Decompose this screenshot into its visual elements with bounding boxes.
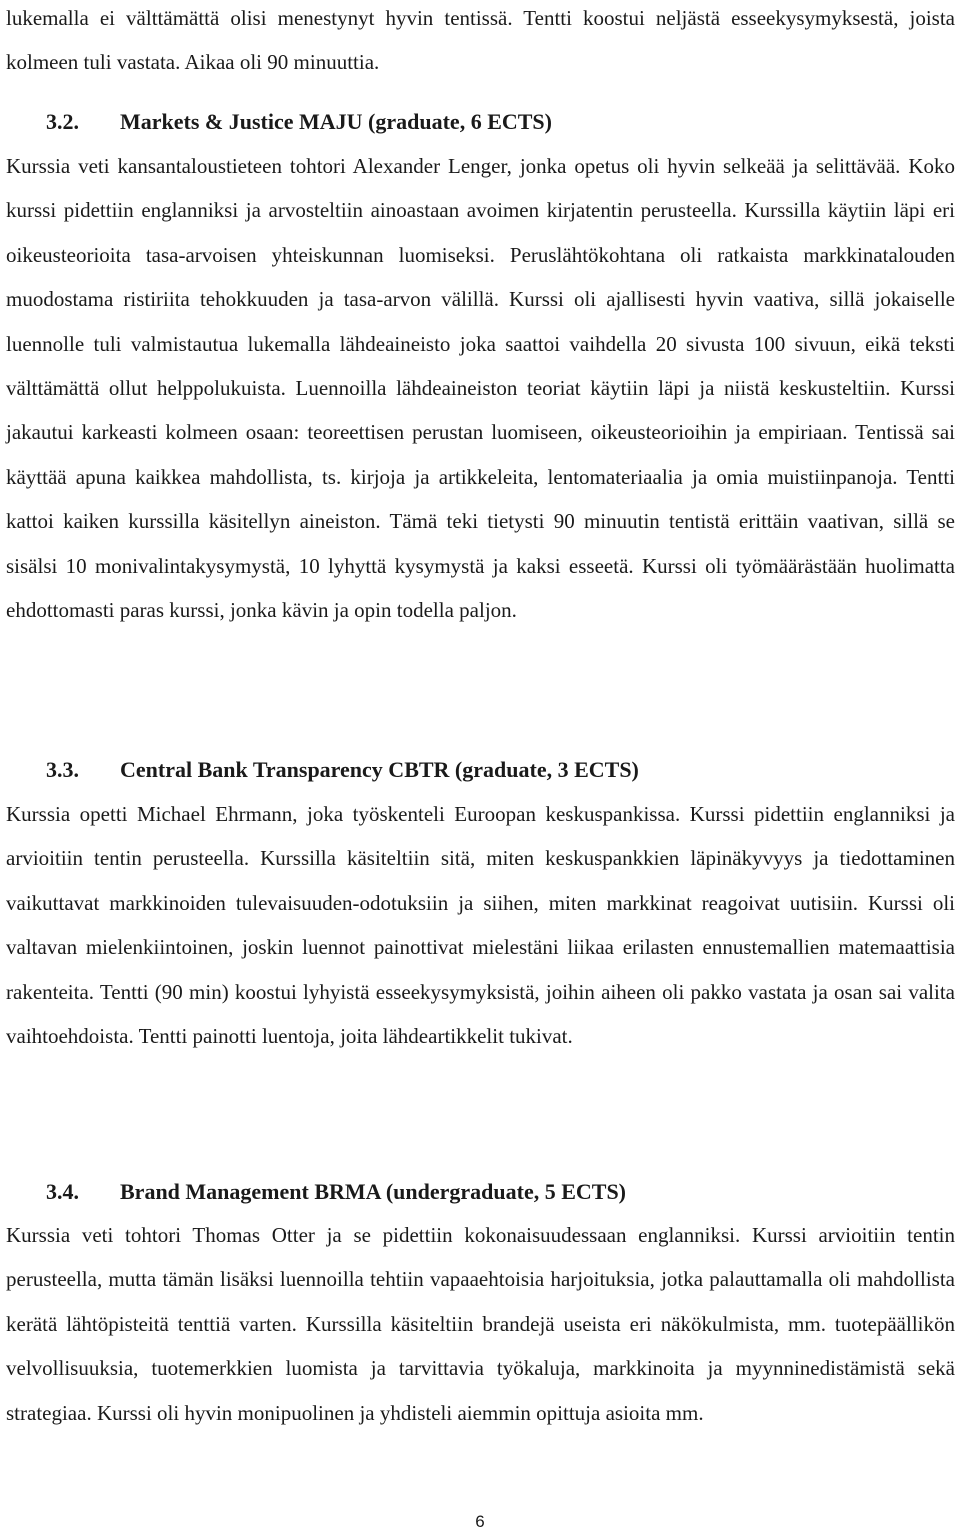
section-heading-3-4: [46, 1178, 626, 1206]
section-heading-3-2: [46, 108, 552, 136]
section-heading-3-3: [46, 756, 639, 784]
section-body-3-4: Kurssia veti tohtori Thomas Otter ja se pidettiin kokonaisuudessaan englanniksi. Kurssi arvioitiin tentin perusteella, mutta tämän lisäksi luennoilla tehtiin vapaaehtoisia harjoituksia, jotka palauttamalla oli mahdollista kerätä lähtöpisteitä tenttiä varten. Kurssilla käsiteltiin brandejä useista eri näkökulmista, mm. tuotepäällikön velvollisuuksia, tuotemerkkien luomista ja tarvittavia työkaluja, markkinoita ja myynninedistämistä sekä strategiaa. Kurssi oli hyvin monipuolinen ja yhdisteli aiemmin opittuja asioita mm.: [6, 1223, 955, 1425]
page-number: 6: [475, 1512, 485, 1531]
section-number: 3.4.: [46, 1179, 79, 1204]
intro-paragraph: lukemalla ei välttämättä olisi menestynyt hyvin tentissä. Tentti koostui neljästä esseekysymyksestä, joista kolmeen tuli vastata. Aikaa oli 90 minuuttia.: [6, 6, 955, 75]
section-number: 3.2.: [46, 109, 79, 134]
section-body-3-3: Kurssia opetti Michael Ehrmann, joka työskenteli Euroopan keskuspankissa. Kurssi pidettiin englanniksi ja arvioitiin tentin perusteella. Kurssilla käsiteltiin sitä, miten keskuspankkien läpinäkyvyys ja tiedottaminen vaikuttavat markkinoiden tulevaisuuden-odotuksiin ja siihen, miten markkinat reagoivat uutisiin. Kurssi oli valtavan mielenkiintoinen, joskin luennot painottivat mielestäni liikaa erilasten ennustemallien matemaattisia rakenteita. Tentti (90 min) koostui lyhyistä esseekysymyksistä, joihin aiheen oli pakko vastata ja osan sai valita vaihtoehdoista. Tentti painotti luentoja, joita lähdeartikkelit tukivat.: [6, 802, 955, 1049]
section-number: 3.3.: [46, 757, 79, 782]
section-title: Brand Management BRMA (undergraduate, 5 ECTS): [120, 1179, 627, 1204]
section-title: Central Bank Transparency CBTR (graduate, 3 ECTS): [120, 757, 639, 782]
section-title: Markets & Justice MAJU (graduate, 6 ECTS): [120, 109, 552, 134]
section-body-3-2: Kurssia veti kansantaloustieteen tohtori Alexander Lenger, jonka opetus oli hyvin selkeää ja selittävää. Koko kurssi pidettiin englanniksi ja arvosteltiin ainoastaan avoimen kirjatentin perusteella. Kurssilla käytiin läpi eri oikeusteorioita tasa-arvoisen yhteiskunnan luomiseksi. Peruslähtökohtana oli ratkaista markkinatalouden muodostama ristiriita tehokkuuden ja tasa-arvon välillä. Kurssi oli ajallisesti hyvin vaativa, sillä jokaiselle luennolle tuli valmistautua lukemalla lähdeaineisto joka saattoi vaihdella 20 sivusta 100 sivuun, eikä teksti välttämättä ollut helppolukuista. Luennoilla lähdeaineiston teoriat käytiin läpi ja niistä keskusteltiin. Kurssi jakautui karkeasti kolmeen osaan: teoreettisen perustan luomiseen, oikeusteorioihin ja empiriaan. Tentissä sai käyttää apuna kaikkea mahdollista, ts. kirjoja ja artikkeleita, lentomateriaalia ja omia muistiinpanoja. Tentti kattoi kaiken kurssilla käsitellyn aineiston. Tämä teki tietysti 90 minuutin tentistä erittäin vaativan, sillä se sisälsi 10 monivalintakysymystä, 10 lyhyttä kysymystä ja kaksi esseetä. Kurssi oli työmäärästään huolimatta ehdottomasti paras kurssi, jonka kävin ja opin todella paljon.: [6, 154, 955, 623]
